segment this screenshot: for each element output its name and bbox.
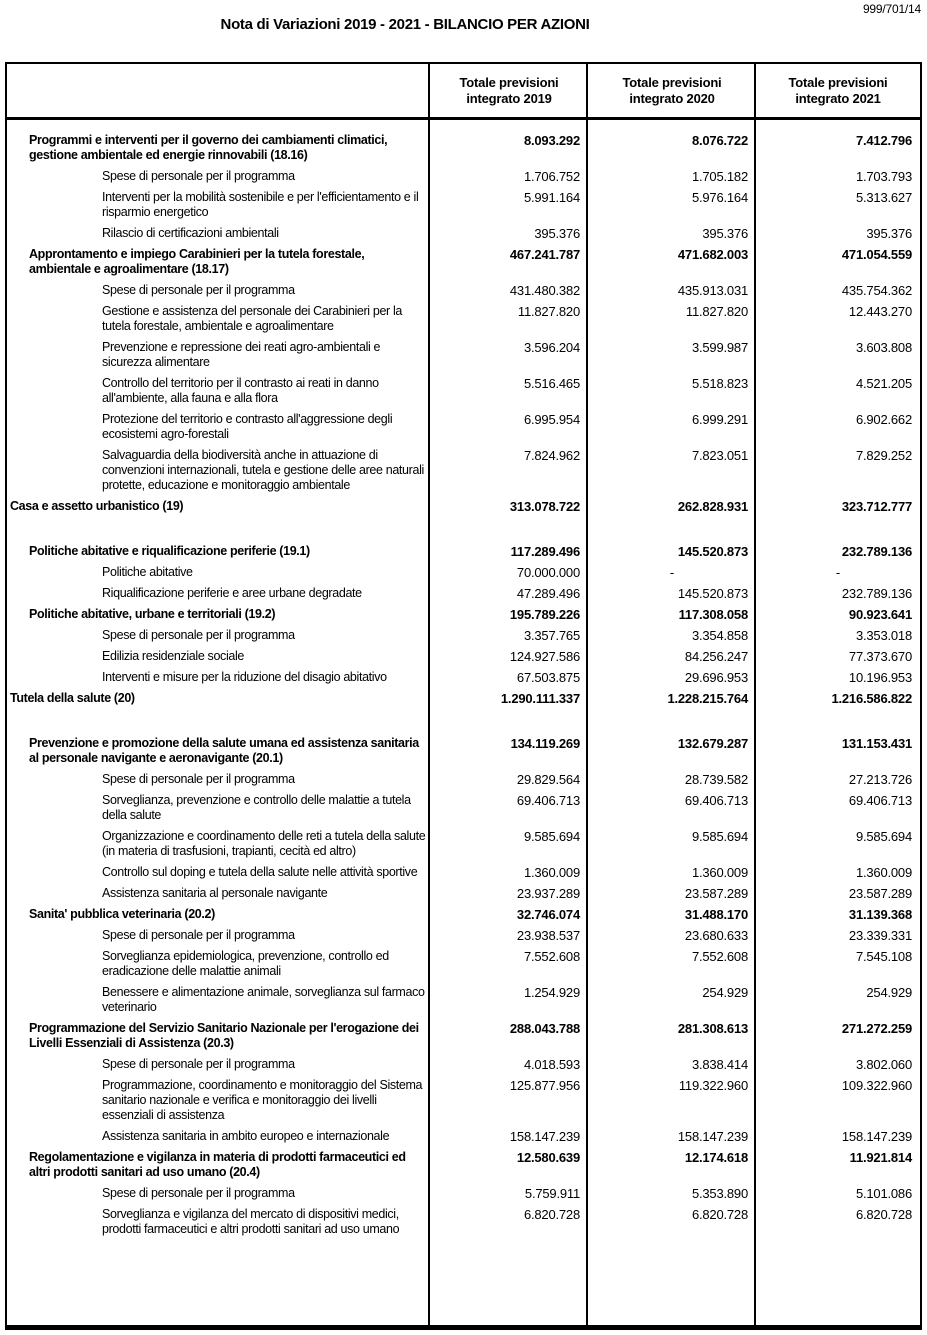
row-value: 3.603.808: [855, 340, 912, 355]
table-header: [7, 64, 920, 120]
row-value: 7.823.051: [691, 448, 748, 463]
row-label: Programmazione, coordinamento e monitoraggio del Sistema sanitario nazionale e verifica e monitoraggio dei livelli essenziali di assistenza: [102, 1078, 423, 1122]
row-label: Rilascio di certificazioni ambientali: [102, 226, 279, 240]
table-row: [7, 544, 920, 559]
row-label: Politiche abitative, urbane e territoriali (19.2): [29, 607, 276, 621]
table-row: [7, 304, 920, 334]
row-value: 124.927.586: [509, 649, 580, 664]
row-value: 8.093.292: [523, 133, 580, 148]
row-label: Controllo sul doping e tutela della salute nelle attività sportive: [102, 865, 418, 879]
table-row: [7, 448, 920, 493]
row-value: 1.360.009: [855, 865, 912, 880]
table-row: [7, 649, 920, 664]
row-value: 77.373.670: [848, 649, 912, 664]
row-value: 3.802.060: [855, 1057, 912, 1072]
page-title: Nota di Variazioni 2019 - 2021 - BILANCIO PER AZIONI: [220, 16, 590, 33]
row-value: 119.322.960: [678, 1078, 748, 1093]
row-value: 6.820.728: [691, 1207, 748, 1222]
row-value: 32.746.074: [516, 907, 580, 922]
row-value: -: [669, 565, 675, 580]
row-value: 23.937.289: [516, 886, 580, 901]
row-label: Sorveglianza, prevenzione e controllo delle malattie a tutela della salute: [102, 793, 411, 822]
table-row: [7, 340, 920, 370]
row-value: 7.412.796: [855, 133, 912, 148]
row-value: 6.999.291: [691, 412, 748, 427]
row-value: 1.254.929: [523, 985, 580, 1000]
row-value: 12.443.270: [848, 304, 912, 319]
row-value: 1.228.215.764: [667, 691, 748, 706]
row-value: 5.516.465: [523, 376, 580, 391]
row-value: 7.545.108: [855, 949, 912, 964]
row-value: 145.520.873: [677, 586, 748, 601]
row-value: 323.712.777: [841, 499, 912, 514]
row-value: 5.991.164: [523, 190, 580, 205]
row-label: Prevenzione e promozione della salute umana ed assistenza sanitaria al personale navigante e aeronavigante (20.1): [29, 736, 419, 765]
row-value: 281.308.613: [677, 1021, 748, 1036]
table-row: [7, 190, 920, 220]
row-value: 67.503.875: [516, 670, 580, 685]
table-row: [7, 283, 920, 298]
row-value: 134.119.269: [510, 736, 580, 751]
column-separator: [428, 64, 430, 1325]
row-value: 158.147.239: [841, 1129, 912, 1144]
row-value: 232.789.136: [841, 544, 912, 559]
table-row: [7, 772, 920, 787]
row-value: 6.902.662: [855, 412, 912, 427]
row-value: 10.196.953: [848, 670, 912, 685]
row-value: 6.995.954: [523, 412, 580, 427]
row-label: Assistenza sanitaria in ambito europeo e internazionale: [102, 1129, 390, 1143]
row-label: Interventi per la mobilità sostenibile e per l'efficientamento e il risparmio energetico: [102, 190, 419, 219]
row-value: 90.923.641: [848, 607, 912, 622]
row-value: 5.518.823: [691, 376, 748, 391]
table-row: [7, 1021, 920, 1051]
row-value: 12.174.618: [684, 1150, 748, 1165]
row-label: Sanita' pubblica veterinaria (20.2): [29, 907, 215, 921]
table-row: [7, 793, 920, 823]
row-label: Sorveglianza e vigilanza del mercato di dispositivi medici, prodotti farmaceutici e altri prodotti sanitari ad uso umano: [102, 1207, 400, 1236]
row-value: 471.054.559: [841, 247, 912, 262]
row-value: 158.147.239: [677, 1129, 748, 1144]
row-value: 11.827.820: [517, 304, 580, 319]
row-value: 7.824.962: [523, 448, 580, 463]
header-total-2020: Totale previsioni integrato 2020: [622, 74, 722, 106]
row-value: 195.789.226: [509, 607, 580, 622]
row-value: 3.599.987: [691, 340, 748, 355]
table-row: [7, 169, 920, 184]
row-value: 23.587.289: [848, 886, 912, 901]
row-value: 27.213.726: [848, 772, 912, 787]
column-separator: [586, 64, 588, 1325]
row-value: 29.829.564: [516, 772, 580, 787]
row-value: 7.552.608: [691, 949, 748, 964]
row-label: Tutela della salute (20): [10, 691, 135, 705]
header-total-2019: Totale previsioni integrato 2019: [459, 74, 559, 106]
table-row: [7, 907, 920, 922]
row-value: 9.585.694: [855, 829, 912, 844]
row-label: Spese di personale per il programma: [102, 283, 295, 297]
budget-table: [5, 62, 922, 1330]
row-value: 3.353.018: [855, 628, 912, 643]
row-value: 431.480.382: [509, 283, 580, 298]
row-label: Edilizia residenziale sociale: [102, 649, 245, 663]
row-value: 31.488.170: [684, 907, 748, 922]
table-row: [7, 412, 920, 442]
row-value: 11.921.814: [849, 1150, 912, 1165]
row-value: 395.376: [534, 226, 580, 241]
row-value: 23.680.633: [684, 928, 748, 943]
row-value: 5.759.911: [524, 1186, 580, 1201]
row-label: Spese di personale per il programma: [102, 169, 295, 183]
table-row: [7, 691, 920, 706]
row-value: 145.520.873: [677, 544, 748, 559]
row-label: Salvaguardia della biodiversità anche in attuazione di convenzioni internazionali, tutela e gestione delle aree naturali protette, educazione e monitoraggio ambientale: [102, 448, 424, 492]
table-row: [7, 1207, 920, 1237]
table-row: [7, 586, 920, 601]
table-row: [7, 247, 920, 277]
row-value: 4.521.205: [855, 376, 912, 391]
row-value: 5.313.627: [855, 190, 912, 205]
table-row: [7, 670, 920, 685]
row-value: 1.360.009: [523, 865, 580, 880]
table-row: [7, 133, 920, 163]
row-label: Spese di personale per il programma: [102, 1186, 295, 1200]
header-description-column: [7, 64, 430, 117]
row-value: 3.838.414: [691, 1057, 748, 1072]
row-value: 1.703.793: [855, 169, 912, 184]
row-value: 3.596.204: [523, 340, 580, 355]
row-value: 131.153.431: [841, 736, 912, 751]
row-label: Programmi e interventi per il governo dei cambiamenti climatici, gestione ambientale ed energie rinnovabili (18.16): [29, 133, 388, 162]
row-value: 1.706.752: [523, 169, 580, 184]
row-value: 3.354.858: [691, 628, 748, 643]
row-label: Spese di personale per il programma: [102, 772, 295, 786]
table-row: [7, 949, 920, 979]
row-value: 435.754.362: [841, 283, 912, 298]
row-value: 31.139.368: [848, 907, 912, 922]
header-total-2021: Totale previsioni integrato 2021: [788, 74, 888, 106]
table-row: [7, 628, 920, 643]
row-value: 70.000.000: [516, 565, 580, 580]
row-value: 158.147.239: [509, 1129, 580, 1144]
row-value: 1.216.586.822: [831, 691, 912, 706]
row-label: Gestione e assistenza del personale dei Carabinieri per la tutela forestale, ambientale e agroalimentare: [102, 304, 403, 333]
row-value: 117.308.058: [678, 607, 748, 622]
row-value: 8.076.722: [691, 133, 748, 148]
table-body: [7, 120, 920, 1237]
table-row: [7, 1186, 920, 1201]
table-row: [7, 1129, 920, 1144]
row-label: Spese di personale per il programma: [102, 628, 295, 642]
row-value: 5.353.890: [691, 1186, 748, 1201]
table-row: [7, 865, 920, 880]
row-value: 69.406.713: [848, 793, 912, 808]
row-value: 9.585.694: [523, 829, 580, 844]
row-value: 28.739.582: [684, 772, 748, 787]
row-label: Assistenza sanitaria al personale navigante: [102, 886, 328, 900]
row-value: 5.101.086: [855, 1186, 912, 1201]
row-value: 471.682.003: [677, 247, 748, 262]
row-value: 7.829.252: [855, 448, 912, 463]
row-value: 23.938.537: [516, 928, 580, 943]
row-value: 6.820.728: [523, 1207, 580, 1222]
table-row: [7, 1150, 920, 1180]
row-label: Prevenzione e repressione dei reati agro-ambientali e sicurezza alimentare: [102, 340, 381, 369]
row-value: 232.789.136: [841, 586, 912, 601]
table-row: [7, 1057, 920, 1072]
row-label: Controllo del territorio per il contrasto ai reati in danno all'ambiente, alla fauna e alla flora: [102, 376, 379, 405]
row-value: 12.580.639: [516, 1150, 580, 1165]
table-row: [7, 607, 920, 622]
table-row: [7, 376, 920, 406]
table-row: [7, 499, 920, 514]
column-separator: [754, 64, 756, 1325]
row-label: Interventi e misure per la riduzione del disagio abitativo: [102, 670, 387, 684]
table-row: [7, 928, 920, 943]
row-value: 262.828.931: [677, 499, 748, 514]
row-value: 4.018.593: [523, 1057, 580, 1072]
row-label: Approntamento e impiego Carabinieri per la tutela forestale, ambientale e agroalimentare (18.17): [29, 247, 365, 276]
row-label: Benessere e alimentazione animale, sorveglianza sul farmaco veterinario: [102, 985, 425, 1014]
row-label: Organizzazione e coordinamento delle reti a tutela della salute (in materia di trasfusioni, trapianti, cecità ed altro): [102, 829, 426, 858]
row-value: 6.820.728: [855, 1207, 912, 1222]
row-value: 69.406.713: [684, 793, 748, 808]
row-value: 23.587.289: [684, 886, 748, 901]
row-label: Politiche abitative: [102, 565, 193, 579]
table-row: [7, 829, 920, 859]
row-value: 5.976.164: [691, 190, 748, 205]
row-label: Sorveglianza epidemiologica, prevenzione, controllo ed eradicazione delle malattie animali: [102, 949, 389, 978]
table-row: [7, 1078, 920, 1123]
table-row: [7, 226, 920, 241]
row-label: Casa e assetto urbanistico (19): [10, 499, 184, 513]
row-value: 109.322.960: [841, 1078, 912, 1093]
row-label: Riqualificazione periferie e aree urbane degradate: [102, 586, 362, 600]
table-row: [7, 985, 920, 1015]
row-value: 3.357.765: [523, 628, 580, 643]
table-row: [7, 736, 920, 766]
row-value: 23.339.331: [848, 928, 912, 943]
row-label: Programmazione del Servizio Sanitario Nazionale per l'erogazione dei Livelli Essenziali di Assistenza (20.3): [29, 1021, 419, 1050]
row-label: Spese di personale per il programma: [102, 1057, 295, 1071]
row-value: 132.679.287: [677, 736, 748, 751]
document-number: 999/701/14: [862, 2, 921, 16]
row-value: 254.929: [866, 985, 912, 1000]
row-value: 395.376: [866, 226, 912, 241]
row-value: 395.376: [702, 226, 748, 241]
row-value: 117.289.496: [510, 544, 580, 559]
row-value: 69.406.713: [516, 793, 580, 808]
row-value: 11.827.820: [685, 304, 748, 319]
row-value: 125.877.956: [509, 1078, 580, 1093]
row-label: Regolamentazione e vigilanza in materia di prodotti farmaceutici ed altri prodotti sanitari ad uso umano (20.4): [29, 1150, 406, 1179]
row-value: 9.585.694: [691, 829, 748, 844]
row-value: -: [835, 565, 841, 580]
row-value: 467.241.787: [509, 247, 580, 262]
row-value: 271.272.259: [841, 1021, 912, 1036]
row-label: Politiche abitative e riqualificazione periferie (19.1): [29, 544, 310, 558]
row-value: 435.913.031: [677, 283, 748, 298]
table-row: [7, 886, 920, 901]
row-value: 254.929: [702, 985, 748, 1000]
row-value: 1.360.009: [691, 865, 748, 880]
row-label: Protezione del territorio e contrasto all'aggressione degli ecosistemi agro-forestali: [102, 412, 393, 441]
row-value: 7.552.608: [523, 949, 580, 964]
table-row: [7, 565, 920, 580]
row-value: 84.256.247: [684, 649, 748, 664]
row-value: 1.705.182: [691, 169, 748, 184]
row-value: 47.289.496: [516, 586, 580, 601]
row-value: 288.043.788: [509, 1021, 580, 1036]
row-label: Spese di personale per il programma: [102, 928, 295, 942]
row-value: 29.696.953: [684, 670, 748, 685]
row-value: 313.078.722: [509, 499, 580, 514]
row-value: 1.290.111.337: [500, 691, 580, 706]
